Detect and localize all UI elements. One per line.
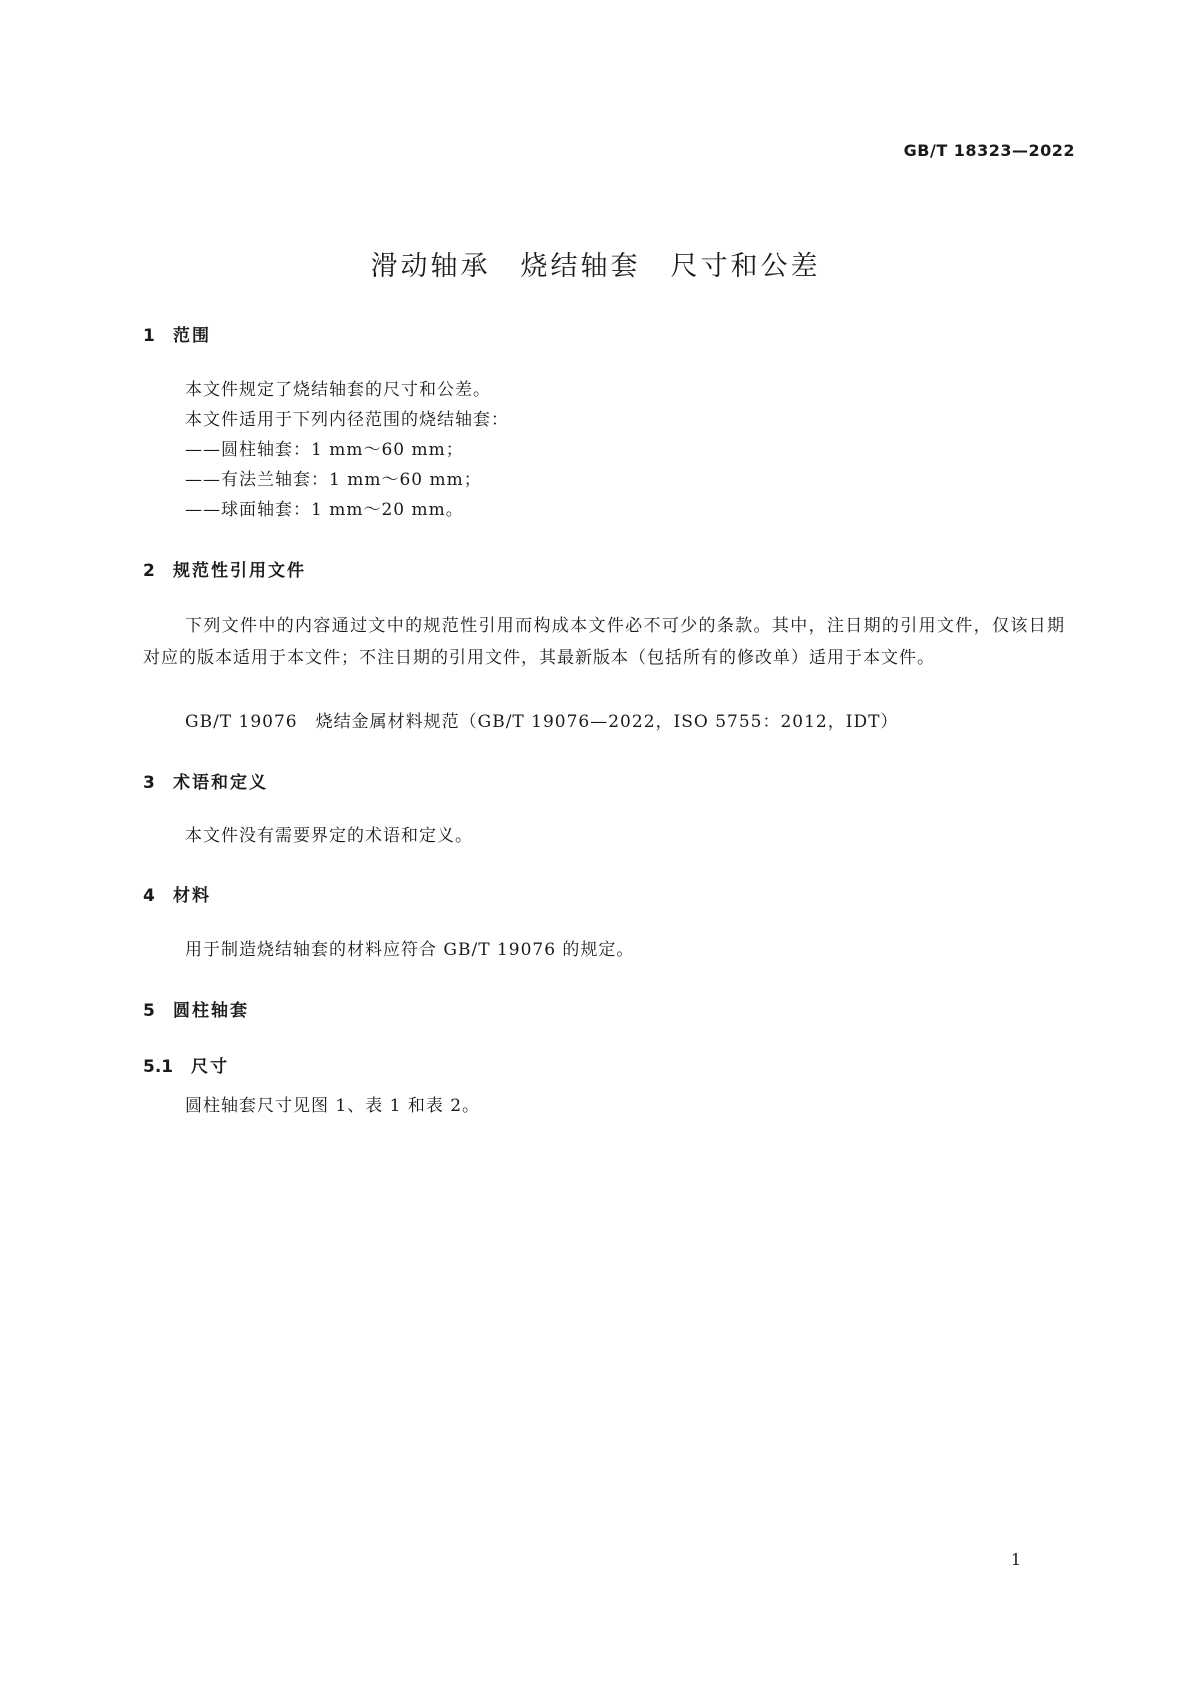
section-3-heading: [143, 768, 268, 793]
section-1-heading: [143, 321, 211, 346]
list-item: ——球面轴套：1 mm～20 mm。: [185, 500, 464, 520]
section-number: 5: [143, 1001, 155, 1021]
section-title: 尺寸: [191, 1057, 229, 1077]
document-title: 滑动轴承 烧结轴套 尺寸和公差: [370, 251, 821, 282]
section-number: 2: [143, 561, 155, 581]
section-2-paragraph: 下列文件中的内容通过文中的规范性引用而构成本文件必不可少的条款。其中，注日期的引用文件，仅该日期对应的版本适用于本文件；不注日期的引用文件，其最新版本（包括所有的修改单）适用于本文件。: [143, 616, 1065, 668]
section-5-heading: [143, 996, 249, 1021]
section-3-paragraph: 本文件没有需要界定的术语和定义。: [185, 826, 473, 846]
list-item: ——圆柱轴套：1 mm～60 mm；: [185, 440, 464, 460]
section-number: 1: [143, 326, 155, 346]
section-title: 材料: [173, 886, 211, 906]
section-title: 范围: [173, 326, 211, 346]
section-4-paragraph: 用于制造烧结轴套的材料应符合 GB/T 19076 的规定。: [185, 940, 635, 960]
subsection-5-1-heading: [143, 1052, 229, 1077]
section-1-paragraph-2: 本文件适用于下列内径范围的烧结轴套：: [185, 410, 509, 430]
section-4-heading: [143, 881, 211, 906]
section-1-paragraph-1: 本文件规定了烧结轴套的尺寸和公差。: [185, 380, 491, 400]
section-number: 3: [143, 773, 155, 793]
section-title: 术语和定义: [173, 773, 268, 793]
section-number: 5.1: [143, 1057, 174, 1077]
page-number: 1: [1010, 1550, 1021, 1569]
section-number: 4: [143, 886, 155, 906]
section-title: 规范性引用文件: [173, 561, 306, 581]
standard-code: GB/T 18323—2022: [903, 141, 1075, 160]
list-item: ——有法兰轴套：1 mm～60 mm；: [185, 470, 482, 490]
normative-reference: GB/T 19076 烧结金属材料规范（GB/T 19076—2022，ISO 5755：2012，IDT）: [185, 712, 899, 732]
subsection-5-1-paragraph: 圆柱轴套尺寸见图 1、表 1 和表 2。: [185, 1096, 481, 1116]
section-2-heading: [143, 556, 306, 581]
section-title: 圆柱轴套: [173, 1001, 249, 1021]
